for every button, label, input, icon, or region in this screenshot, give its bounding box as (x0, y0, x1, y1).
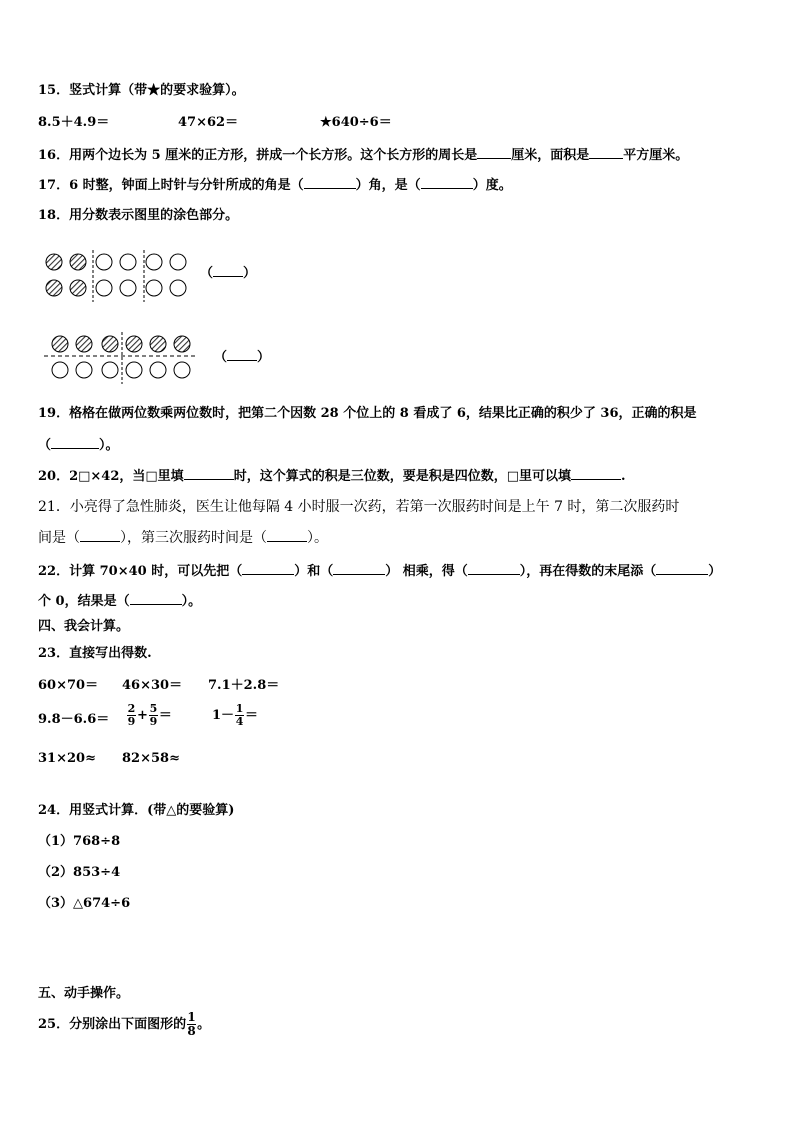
empty-circle (170, 280, 186, 296)
q24-title: 24．用竖式计算．(带△的要验算) (38, 803, 235, 818)
empty-circle (120, 280, 136, 296)
empty-circle (102, 362, 118, 378)
q20-blank-2[interactable] (571, 467, 621, 480)
q22-blank-1[interactable] (242, 562, 294, 575)
shaded-circle (70, 254, 86, 270)
q21-line-1: 21．小亮得了急性肺炎，医生让他每隔 4 小时服一次药，若第一次服药时间是上午 7 时，第二次服药时 (38, 499, 680, 515)
q20-text-1: 20．2□×42，当□里填 (38, 469, 184, 484)
q22-text-f: 个 0，结果是（ (38, 594, 130, 609)
section-5-heading: 五、动手操作。 (38, 986, 130, 1001)
q22-text-g: ）。 (181, 594, 202, 609)
q23-row2-2 (126, 703, 172, 728)
q20-text-3: . (620, 469, 626, 484)
q23-one-minus: 1－ (212, 707, 235, 723)
q23-title: 23．直接写出得数. (38, 646, 152, 661)
q23-equals-1: ＝ (158, 707, 172, 723)
q18-blank-2[interactable] (227, 348, 257, 361)
q15-title: 15．竖式计算（带★的要求验算）。 (38, 83, 245, 98)
q18-answer-2 (214, 348, 270, 367)
q23-row1-1: 60×70＝ (38, 678, 99, 693)
q17-text-3: ）度。 (472, 178, 512, 193)
q18-answer-1-close: ） (243, 266, 257, 281)
empty-circle (96, 254, 112, 270)
empty-circle (174, 362, 190, 378)
shaded-circle (102, 336, 118, 352)
empty-circle (52, 362, 68, 378)
empty-circle (96, 280, 112, 296)
empty-circle (76, 362, 92, 378)
q22-blank-5[interactable] (130, 592, 182, 605)
q22-blank-4[interactable] (656, 562, 708, 575)
q20-line (38, 467, 626, 486)
q22-text-a: 22．计算 70×40 时，可以先把（ (38, 564, 243, 579)
q19-line-1: 19．格格在做两位数乘两位数时，把第二个因数 28 个位上的 8 看成了 6，结果比正确的积少了 36，正确的积是 (38, 406, 697, 421)
shaded-circle (150, 336, 166, 352)
q16-blank-perimeter[interactable] (477, 146, 511, 159)
q18-answer-2-open: （ (214, 350, 228, 365)
q25-text-1: 25．分别涂出下面图形的 (38, 1016, 187, 1032)
q23-row2-1: 9.8－6.6＝ (38, 712, 110, 727)
q23-row1-2: 46×30＝ (122, 678, 183, 693)
empty-circle (126, 362, 142, 378)
q23-row1-3: 7.1＋2.8＝ (208, 678, 280, 693)
q23-row2-3 (212, 703, 258, 728)
shaded-circle (70, 280, 86, 296)
q18-answer-1 (200, 264, 256, 283)
empty-circle (150, 362, 166, 378)
empty-circle (146, 254, 162, 270)
q17-text-2: ）角，是（ (355, 178, 421, 193)
q19-blank-product[interactable] (51, 436, 99, 449)
q17-text-1: 17．6 时整，钟面上时针与分针所成的角是（ (38, 178, 304, 193)
empty-circle (170, 254, 186, 270)
q18-figure-2 (38, 332, 208, 388)
q16-blank-area[interactable] (589, 146, 623, 159)
q20-text-2: 时，这个算式的积是三位数，要是积是四位数，□里可以填 (233, 469, 571, 484)
q25-fraction: $\frac{1}{8}$ (187, 1010, 196, 1038)
q22-line-1 (38, 562, 721, 581)
q18-title: 18．用分数表示图里的涂色部分。 (38, 208, 239, 223)
q25-line (38, 1011, 210, 1038)
empty-circle (146, 280, 162, 296)
q18-answer-2-close: ） (257, 350, 271, 365)
q21-text-b: ），第三次服药时间是（ (120, 530, 267, 546)
shaded-circle (174, 336, 190, 352)
q17-blank-degree[interactable] (421, 176, 473, 189)
q21-text-c: ）。 (307, 530, 328, 546)
section-4-heading: 四、我会计算。 (38, 619, 130, 634)
q21-text-a: 间是（ (38, 530, 80, 546)
q20-blank-1[interactable] (184, 467, 234, 480)
q22-text-e: ） (708, 564, 722, 579)
q24-item-1: （1）768÷8 (38, 834, 121, 849)
q23-row3-2: 82×58≈ (122, 751, 180, 766)
q19-open: （ (38, 438, 52, 453)
q17-line (38, 176, 512, 195)
q21-blank-third[interactable] (267, 529, 307, 542)
q22-text-b: ）和（ (294, 564, 334, 579)
q22-line-2 (38, 592, 201, 611)
q15-item-3: ★640÷6＝ (320, 115, 392, 130)
q23-row3-1: 31×20≈ (38, 751, 96, 766)
q18-figure-1 (38, 248, 208, 308)
q21-blank-second[interactable] (80, 529, 120, 542)
q25-text-2: 。 (197, 1016, 211, 1032)
q23-equals-2: ＝ (245, 707, 259, 723)
q16-line (38, 146, 688, 165)
q19-line-2 (38, 436, 119, 455)
shaded-circle (52, 336, 68, 352)
q19-close: ）。 (99, 438, 119, 453)
q22-blank-2[interactable] (333, 562, 385, 575)
q15-item-2: 47×62＝ (178, 115, 239, 130)
q22-text-d: ），再在得数的末尾添（ (519, 564, 657, 579)
q22-blank-3[interactable] (468, 562, 520, 575)
q24-item-2: （2）853÷4 (38, 865, 121, 880)
q17-blank-angle[interactable] (304, 176, 356, 189)
q16-text-3: 平方厘米。 (623, 148, 689, 163)
q16-text-1: 16．用两个边长为 5 厘米的正方形，拼成一个长方形。这个长方形的周长是 (38, 148, 478, 163)
q24-item-3: （3）△674÷6 (38, 896, 131, 911)
shaded-circle (46, 254, 62, 270)
shaded-circle (76, 336, 92, 352)
q18-blank-1[interactable] (213, 264, 243, 277)
q15-item-1: 8.5＋4.9＝ (38, 115, 110, 130)
q23-fraction-c: $\frac{1}{4}$ (235, 702, 244, 728)
q16-text-2: 厘米，面积是 (511, 148, 590, 163)
q18-answer-1-open: （ (200, 266, 214, 281)
q22-text-c: ） 相乘，得（ (385, 564, 468, 579)
empty-circle (120, 254, 136, 270)
shaded-circle (126, 336, 142, 352)
q23-fraction-b: $\frac{5}{9}$ (149, 702, 158, 728)
q23-plus: + (137, 707, 148, 723)
q21-line-2 (38, 529, 328, 547)
q23-fraction-a: $\frac{2}{9}$ (127, 702, 136, 728)
shaded-circle (46, 280, 62, 296)
